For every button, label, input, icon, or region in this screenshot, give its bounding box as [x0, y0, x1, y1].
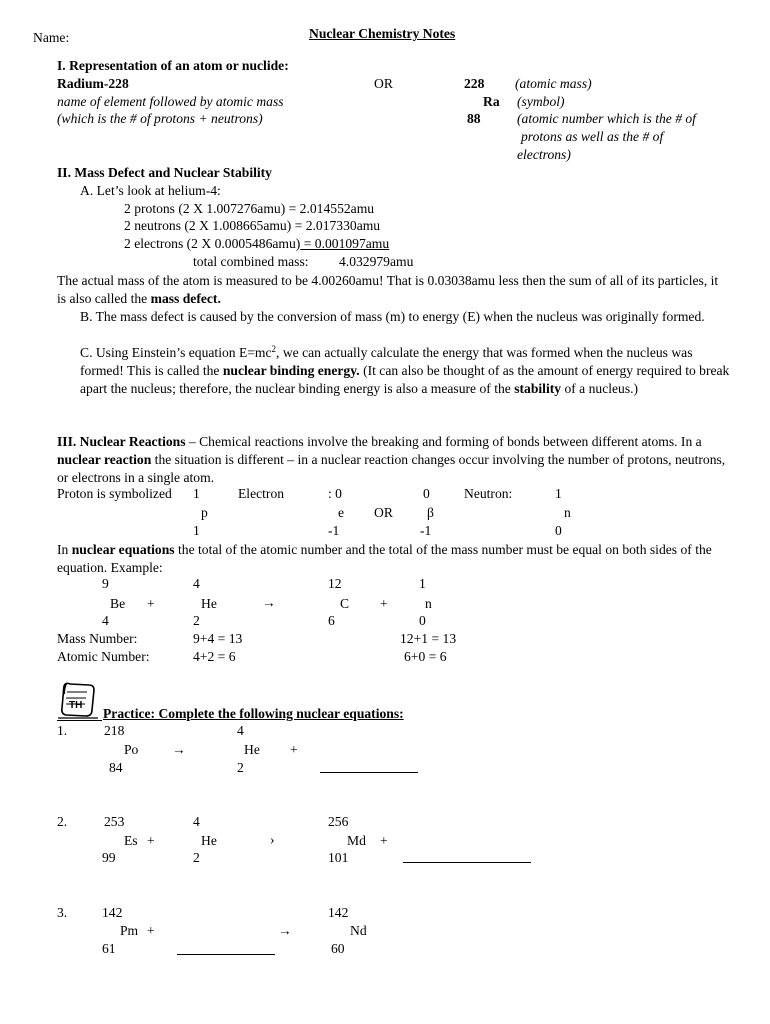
- arrow-icon-p1: →: [172, 742, 186, 757]
- neutron-symbol: n: [564, 505, 571, 520]
- plus-sign-p2: +: [147, 833, 155, 848]
- atomic-number-label: Atomic Number:: [57, 649, 150, 664]
- neutron-label: Neutron:: [464, 486, 513, 501]
- page-title: Nuclear Chemistry Notes: [309, 26, 456, 41]
- po-atomic: 84: [109, 760, 123, 775]
- be-atomic: 4: [102, 613, 109, 628]
- n-symbol: n: [425, 596, 432, 611]
- proton-label: Proton is symbolized: [57, 486, 172, 501]
- calc-electrons: 2 electrons (2 X 0.0005486amu) = 0.001097amu: [124, 236, 390, 251]
- total-mass-value: 4.032979amu: [339, 254, 414, 269]
- proton-mass: 1: [193, 486, 200, 501]
- calc-neutrons: 2 neutrons (2 X 1.008665amu) = 2.017330amu: [124, 218, 381, 233]
- atomic-number-left: 4+2 = 6: [193, 649, 236, 664]
- total-mass-label: total combined mass:: [193, 254, 309, 269]
- proton-symbol: p: [201, 505, 208, 520]
- md-symbol: Md: [347, 833, 366, 848]
- practice-underline: [57, 720, 102, 721]
- c-mass: 12: [328, 576, 342, 591]
- practice-clipboard-icon: [56, 680, 100, 720]
- plus-sign-2: +: [380, 596, 388, 611]
- calc-protons: 2 protons (2 X 1.007276amu) = 2.014552amu: [124, 201, 375, 216]
- he-atomic-p1: 2: [237, 760, 244, 775]
- mass-defect-cause: B. The mass defect is caused by the conversion of mass (m) to energy (E) when the nucleus was originally formed.: [80, 309, 705, 324]
- atomic-number-note-2: protons as well as the # of: [521, 129, 664, 144]
- plus-sign: +: [147, 596, 155, 611]
- answer-blank-3[interactable]: [177, 954, 275, 955]
- electron-mass: : 0: [328, 486, 342, 501]
- electron-charge: -1: [328, 523, 340, 538]
- he-mass-p2: 4: [193, 814, 200, 829]
- nd-atomic: 60: [331, 941, 345, 956]
- name-label: Name:: [33, 30, 70, 45]
- mass-defect-paragraph: The actual mass of the atom is measured to be 4.00260amu! That is 0.03038amu less then the sum of all of its particles, it is also called the mass defect.: [57, 273, 719, 306]
- nuclear-reactions-paragraph: III. Nuclear Reactions – Chemical reactions involve the breaking and forming of bonds between different atoms. In a nuclear reaction the situation is different – in a nuclear reaction changes occur involving the number of protons, neutrons, or electrons in a single atom.: [57, 434, 726, 485]
- or-text: OR: [374, 76, 393, 91]
- he-atomic: 2: [193, 613, 200, 628]
- mass-number-right: 12+1 = 13: [400, 631, 457, 646]
- md-mass: 256: [328, 814, 349, 829]
- arrow-icon-p2: ›: [270, 832, 275, 847]
- practice-1-number: 1.: [57, 723, 68, 738]
- electron-symbol: e: [338, 505, 345, 520]
- practice-icon-label: TH: [69, 700, 83, 711]
- pm-symbol: Pm: [120, 923, 139, 938]
- electron-label: Electron: [238, 486, 285, 501]
- nuclide-description-2: (which is the # of protons + neutrons): [57, 111, 263, 126]
- answer-blank-2[interactable]: [403, 862, 531, 863]
- md-atomic: 101: [328, 850, 349, 865]
- nuclide-description: name of element followed by atomic mass: [57, 94, 284, 109]
- practice-2-number: 2.: [57, 814, 68, 829]
- arrow-icon-p3: →: [278, 923, 292, 938]
- atomic-mass-note: (atomic mass): [515, 76, 592, 91]
- be-symbol: Be: [110, 596, 126, 611]
- nd-mass: 142: [328, 905, 349, 920]
- po-mass: 218: [104, 723, 125, 738]
- helium-intro: A. Let’s look at helium-4:: [80, 183, 221, 198]
- answer-blank-1[interactable]: [320, 772, 418, 773]
- plus-sign-p1: +: [290, 742, 298, 757]
- he-atomic-p2: 2: [193, 850, 200, 865]
- section2-heading: II. Mass Defect and Nuclear Stability: [57, 165, 272, 180]
- be-mass: 9: [102, 576, 109, 591]
- proton-charge: 1: [193, 523, 200, 538]
- practice-3-number: 3.: [57, 905, 68, 920]
- pm-atomic: 61: [102, 941, 116, 956]
- nuclide-name: Radium-228: [57, 76, 129, 91]
- neutron-mass: 1: [555, 486, 562, 501]
- atomic-number-right: 6+0 = 6: [404, 649, 447, 664]
- he-symbol: He: [201, 596, 217, 611]
- nd-symbol: Nd: [350, 923, 367, 938]
- symbol-note: (symbol): [517, 94, 565, 109]
- po-symbol: Po: [124, 742, 139, 757]
- neutron-charge: 0: [555, 523, 562, 538]
- pm-mass: 142: [102, 905, 123, 920]
- beta-mass: 0: [423, 486, 430, 501]
- es-mass: 253: [104, 814, 125, 829]
- atomic-number-note-3: electrons): [517, 147, 571, 162]
- beta-charge: -1: [420, 523, 432, 538]
- atomic-number: 88: [467, 111, 481, 126]
- es-atomic: 99: [102, 850, 116, 865]
- arrow-icon: →: [262, 595, 276, 610]
- he-mass-p1: 4: [237, 723, 244, 738]
- section1-heading: I. Representation of an atom or nuclide:: [57, 58, 289, 73]
- c-atomic: 6: [328, 613, 335, 628]
- mass-number-left: 9+4 = 13: [193, 631, 243, 646]
- practice-heading: Practice: Complete the following nuclear equations:: [103, 706, 404, 721]
- he-symbol-p1: He: [244, 742, 260, 757]
- atomic-mass: 228: [464, 76, 485, 91]
- atomic-number-note: (atomic number which is the # of: [517, 111, 696, 126]
- or-text-2: OR: [374, 505, 393, 520]
- binding-energy-paragraph: C. Using Einstein’s equation $E=mc^2$, we can actually calculate the energy that was formed when the nucleus was formed! This is called the nuclear binding energy. (It can also be thought of as the amount of energy required to break apart the nucleus; therefore, the nuclear binding energy is also a measure of the stability of a nucleus.): [80, 344, 730, 396]
- element-symbol: Ra: [483, 94, 500, 109]
- he-mass: 4: [193, 576, 200, 591]
- n-atomic: 0: [419, 613, 426, 628]
- plus-sign-p2b: +: [380, 833, 388, 848]
- he-symbol-p2: He: [201, 833, 217, 848]
- c-symbol: C: [340, 596, 350, 611]
- mass-number-label: Mass Number:: [57, 631, 138, 646]
- plus-sign-p3: +: [147, 923, 155, 938]
- beta-symbol: β: [427, 505, 434, 520]
- nuclear-equation-rule: In nuclear equations the total of the atomic number and the total of the mass number must be equal on both sides of the equation. Example:: [57, 542, 712, 575]
- es-symbol: Es: [124, 833, 138, 848]
- n-mass: 1: [419, 576, 426, 591]
